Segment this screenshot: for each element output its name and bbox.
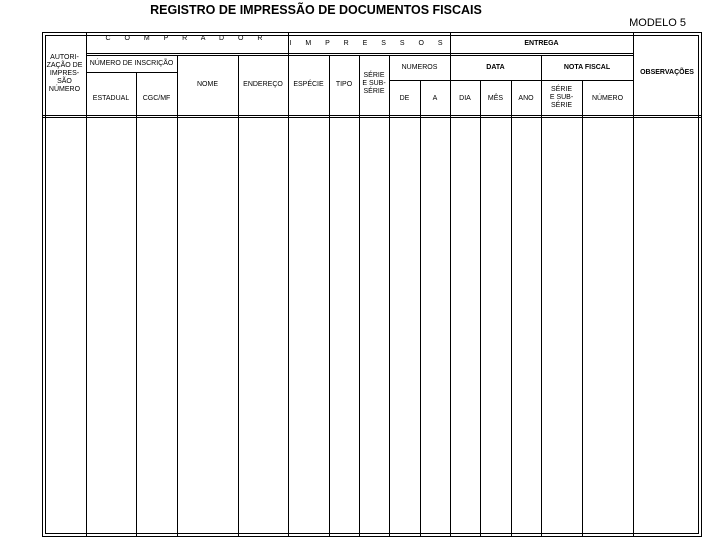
header-bottom-line <box>43 115 701 116</box>
header-especie: ESPÉCIE <box>293 81 324 88</box>
column-divider <box>511 80 512 536</box>
header-data: DATA <box>486 63 505 71</box>
header-nota-fiscal: NOTA FISCAL <box>563 63 611 71</box>
header-nf-serie: SÉRIE E SUB- SÉRIE <box>549 86 574 109</box>
inscricao-divider <box>86 72 177 73</box>
column-divider <box>541 55 542 536</box>
model-label: MODELO 5 <box>629 17 686 29</box>
column-divider <box>633 33 634 536</box>
header-ano: ANO <box>518 95 534 102</box>
header-comprador: C O M P R A D O R <box>105 35 269 42</box>
header-nf-numero: NÚMERO <box>591 95 624 102</box>
header-observacoes: OBSERVAÇÕES <box>640 69 694 76</box>
header-nome: NOME <box>197 81 218 88</box>
header-autorizacao: AUTORI- ZAÇÃO DE IMPRES- SÃO NÚMERO <box>46 54 83 93</box>
header-endereco: ENDEREÇO <box>243 81 283 88</box>
header-impressos: I M P R E S S O S <box>289 40 449 47</box>
page-title: REGISTRO DE IMPRESSÃO DE DOCUMENTOS FISCAIS <box>150 3 482 17</box>
column-divider <box>389 55 390 536</box>
column-divider <box>329 55 330 536</box>
header-a: A <box>432 95 438 102</box>
header-de: DE <box>399 95 410 102</box>
column-divider <box>238 55 239 536</box>
header-tipo: TIPO <box>335 81 353 88</box>
header-entrega: ENTREGA <box>524 40 559 47</box>
column-divider <box>420 80 421 536</box>
header-bottom-line-double <box>43 117 701 118</box>
register-table <box>42 32 702 537</box>
header-cgc-mf: CGC/MF <box>142 95 171 102</box>
column-divider <box>288 33 289 536</box>
header-estadual: ESTADUAL <box>92 95 130 102</box>
column-divider <box>359 55 360 536</box>
column-divider <box>136 72 137 536</box>
column-divider <box>582 80 583 536</box>
header-serie-subserie: SÉRIE E SUB- SÉRIE <box>362 72 386 95</box>
column-divider <box>177 55 178 536</box>
header-divider-top <box>86 53 633 54</box>
header-numero-inscricao: NÚMERO DE INSCRIÇÃO <box>89 59 174 67</box>
header-numeros: NUMEROS <box>401 63 438 71</box>
header-mes: MÊS <box>487 95 504 102</box>
header-dia: DIA <box>459 95 471 102</box>
column-divider <box>480 80 481 536</box>
